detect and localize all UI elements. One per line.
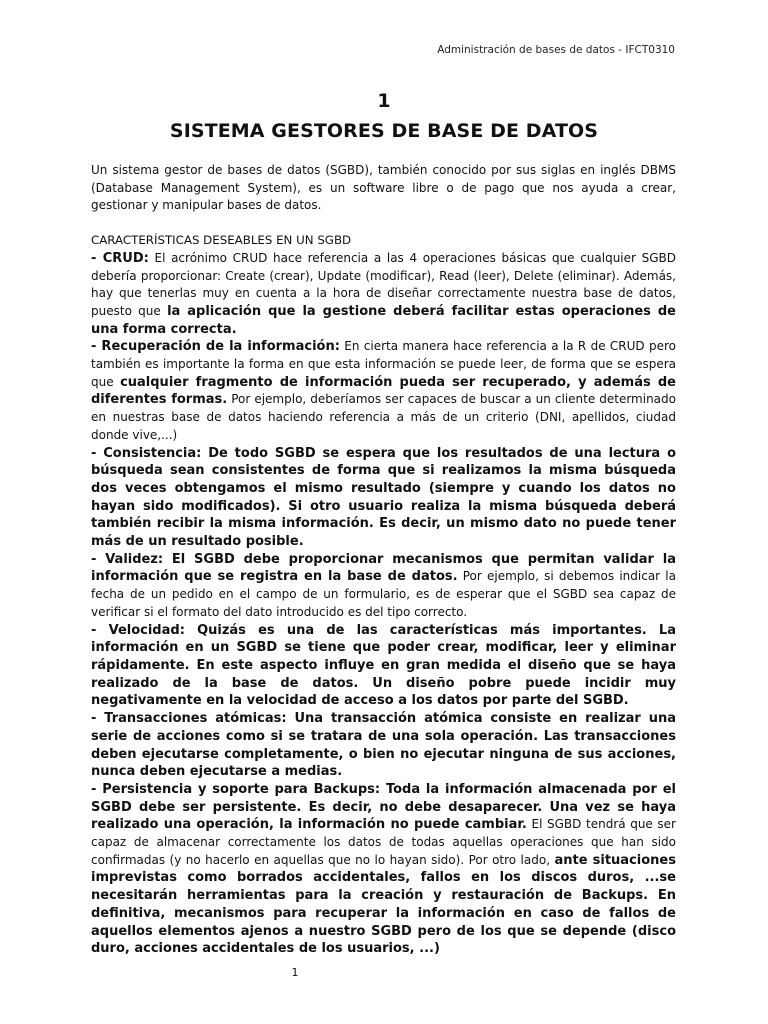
item-recuperacion-text-after: Por ejemplo, deberíamos ser capaces de buscar a un cliente determinado en nuestras base de datos haciendo referencia a más de un criterio (DNI, apellidos, ciudad donde vive,...) (91, 392, 676, 442)
item-persistencia-label: - Persistencia y soporte para Backups: Toda la información almacenada por el SGBD debe ser persistente. Es decir, no debe desaparecer. Una vez se haya realizado una operación, la información no puede cambiar. (91, 781, 676, 833)
item-validez-label: - Validez: El SGBD debe proporcionar mecanismos que permitan validar la información que se registra en la base de datos. (91, 551, 676, 585)
intro-paragraph: Un sistema gestor de bases de datos (SGBD), también conocido por sus siglas en inglés DBMS (Database Management System), es un software libre o de pago que nos ayuda a crear, gestionar y manipular bases de datos. (91, 163, 676, 213)
item-crud-label: - CRUD: (91, 250, 149, 266)
item-validez (91, 551, 676, 622)
item-recuperacion-emphasis: cualquier fragmento de información pueda ser recuperado, y además de diferentes formas. (91, 374, 676, 408)
item-consistencia: - Consistencia: De todo SGBD se espera que los resultados de una lectura o búsqueda sean consistentes de forma que si realizamos la misma búsqueda dos veces obtengamos el mismo resultado (siempre y cuando los datos no hayan sido modificados). Si otro usuario realiza la misma búsqueda deberá también recibir la misma información. Es decir, un mismo dato no puede tener más de un resultado posible. (91, 445, 676, 550)
item-validez-text: Por ejemplo, si debemos indicar la fecha de un pedido en el campo de un formulario, es de esperar que el SGBD sea capaz de verificar si el formato del dato introducido es del tipo correcto. (91, 569, 676, 619)
item-recuperacion (91, 338, 676, 444)
page-number: 1 (291, 966, 299, 979)
item-crud-emphasis: la aplicación que la gestione deberá facilitar estas operaciones de una forma correcta. (91, 303, 676, 337)
running-header: Administración de bases de datos - IFCT0310 (437, 44, 675, 56)
chapter-title: SISTEMA GESTORES DE BASE DE DATOS (169, 120, 599, 142)
section-heading: CARACTERÍSTICAS DESEABLES EN UN SGBD (91, 233, 352, 248)
item-crud-text: El acrónimo CRUD hace referencia a las 4 operaciones básicas que cualquier SGBD debería proporcionar: Create (crear), Update (modificar), Read (leer), Delete (eliminar). Además, hay que tenerlas muy en cuenta a la hora de diseñar correctamente nuestra base de datos, puesto que (91, 250, 676, 318)
item-persistencia (91, 781, 676, 958)
item-transacciones: - Transacciones atómicas: Una transacción atómica consiste en realizar una serie de acciones como si se tratara de una sola operación. Las transacciones deben ejecutarse completamente, o bien no ejecutar ninguna de sus acciones, nunca deben ejecutarse a medias. (91, 711, 676, 780)
item-persistencia-text: El SGBD tendrá que ser capaz de almacenar correctamente los datos de todas aquellas operaciones que han sido confirmadas (y no hacerlo en aquellas que no lo hayan sido). Por otro lado, (91, 817, 676, 867)
item-velocidad: - Velocidad: Quizás es una de las características más importantes. La información en un SGBD se tiene que poder crear, modificar, leer y eliminar rápidamente. En este aspecto influye en gran medida el diseño que se haya realizado de la base de datos. Un diseño pobre puede incidir muy negativamente en la velocidad de acceso a los datos por parte del SGBD. (91, 622, 676, 709)
document-body (91, 162, 676, 958)
item-recuperacion-text: En cierta manera hace referencia a la R de CRUD pero también es importante la forma en que esta información se puede leer, de forma que se espera que (91, 339, 676, 389)
chapter-number: 1 (377, 90, 391, 112)
item-persistencia-emphasis: ante situaciones imprevistas como borrados accidentales, fallos en los discos duros, ...se necesitarán herramientas para la creación y restauración de Backups. En definitiva, mecanismos para recuperar la información en caso de fallos de aquellos elementos ajenos a nuestro SGBD pero de los que se depende (disco duro, acciones accidentales de los usuarios, ...) (91, 852, 676, 957)
item-recuperacion-label: - Recuperación de la información: (91, 339, 340, 355)
item-crud (91, 250, 676, 339)
